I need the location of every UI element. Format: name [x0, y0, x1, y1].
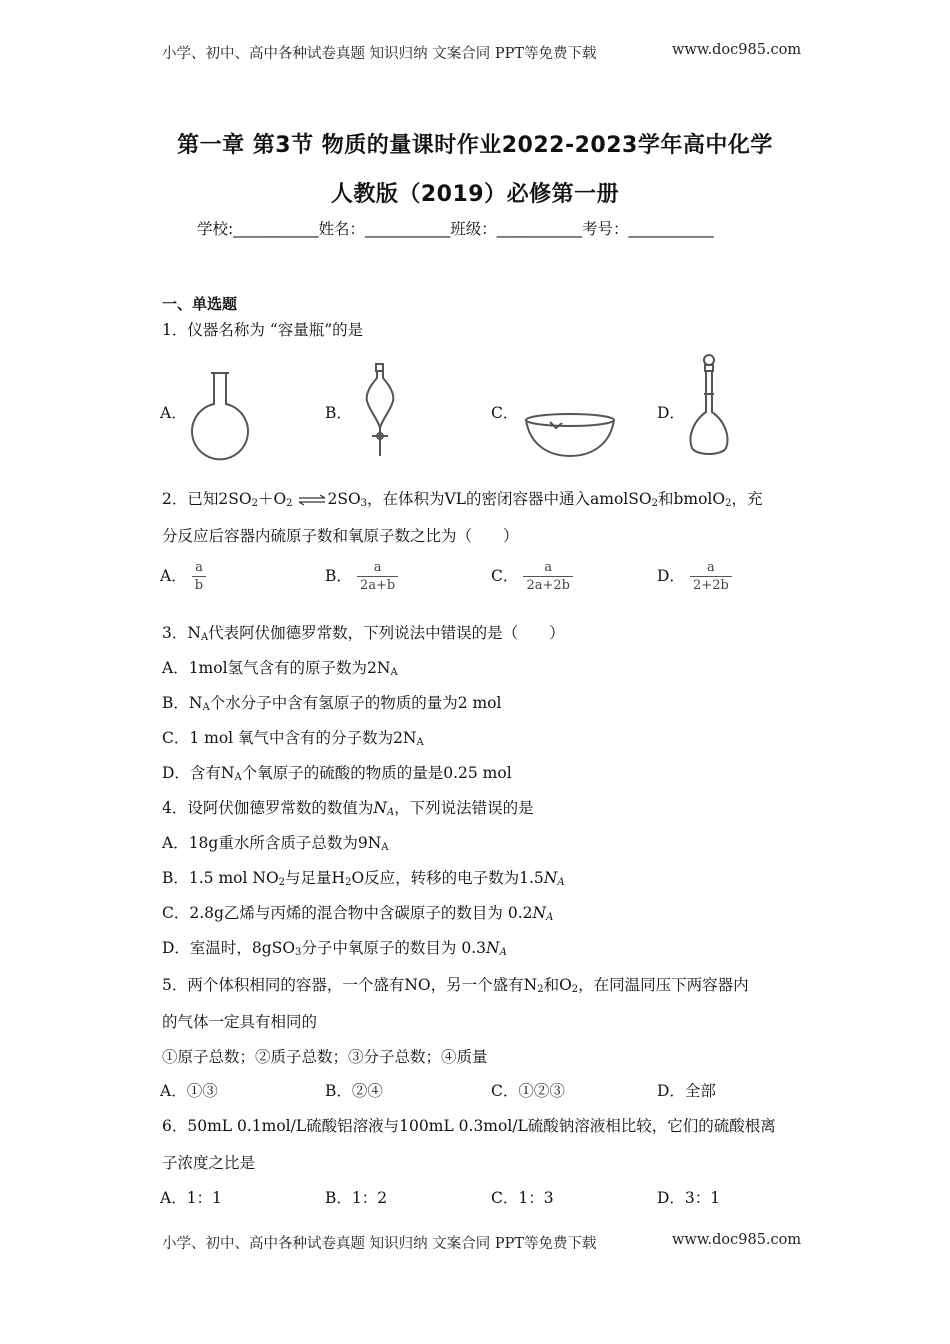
q2-stem-line1: 2．已知$2SO_2+O_2$ $2SO_3$，在体积为VL的密闭容器中通入amolSO$_2$和bmolO$_2$，充	[162, 490, 763, 509]
q2-option-a[interactable]: A． $\frac{a}{b}$	[160, 559, 206, 594]
q5-option-b[interactable]: B．②④	[325, 1082, 383, 1100]
q1-option-a-label: A．	[160, 404, 187, 422]
doc-title-line1: 第一章 第3节 物质的量课时作业2022-2023学年高中化学	[177, 133, 773, 158]
q6-option-b[interactable]: B．1：2	[325, 1189, 388, 1207]
section-heading: 一、单选题	[162, 295, 238, 313]
q5-option-d[interactable]: D．全部	[657, 1082, 716, 1100]
q1-option-c-label: C．	[491, 404, 519, 422]
q3-option-d[interactable]: D．含有$N_A$个氧原子的硫酸的物质的量是0.25 mol	[162, 764, 512, 783]
footer-site-link[interactable]: www.doc985.com	[672, 1232, 802, 1248]
header-site-link[interactable]: www.doc985.com	[672, 42, 802, 58]
header-banner: 小学、初中、高中各种试卷真题 知识归纳 文案合同 PPT等免费下载	[162, 46, 597, 62]
q5-stem-line2: 的气体一定具有相同的	[162, 1013, 318, 1031]
separatory-funnel-icon	[360, 362, 400, 460]
q5-items: ①原子总数；②质子总数；③分子总数；④质量	[162, 1048, 488, 1066]
q3-stem: 3．$N_A$代表阿伏伽德罗常数，下列说法中错误的是（ ）	[162, 624, 565, 643]
q5-stem-line1: 5．两个体积相同的容器，一个盛有NO，另一个盛有$N_2$和$O_2$，在同温同压下两容器内	[162, 976, 749, 995]
q1-stem: 1．仪器名称为 “容量瓶”的是	[162, 321, 364, 339]
q5-option-a[interactable]: A．①③	[160, 1082, 218, 1100]
q2-option-d[interactable]: D． $\frac{a}{2+2b}$	[657, 559, 732, 594]
doc-title-line2: 人教版（2019）必修第一册	[330, 182, 620, 207]
q2-stem-line2: 分反应后容器内硫原子数和氧原子数之比为（ ）	[162, 527, 519, 545]
round-flask-icon	[188, 370, 252, 462]
q4-option-c[interactable]: C．2.8g乙烯与丙烯的混合物中含碳原子的数目为 $0.2N_A$	[162, 904, 554, 923]
q3-option-c[interactable]: C．1 mol 氧气中含有的分子数为$2N_A$	[162, 729, 424, 748]
q6-stem-line1: 6．50mL 0.1mol/L硫酸铝溶液与100mL 0.3mol/L硫酸钠溶液相比较，它们的硫酸根离	[162, 1117, 776, 1135]
q6-option-d[interactable]: D．3：1	[657, 1189, 721, 1207]
q6-option-c[interactable]: C．1：3	[491, 1189, 554, 1207]
q4-option-b[interactable]: B．1.5 mol $NO_2$与足量$H_2O$反应，转移的电子数为$1.5N_A$	[162, 869, 565, 888]
q2-option-c[interactable]: C． $\frac{a}{2a+2b}$	[491, 559, 573, 594]
q4-option-d[interactable]: D．室温时，8gSO$_3$分子中氧原子的数目为 $0.3N_A$	[162, 939, 507, 958]
q1-option-b-label: B．	[325, 404, 352, 422]
q1-option-d-label: D．	[657, 404, 685, 422]
q3-option-b[interactable]: B．$N_A$个水分子中含有氢原子的物质的量为2 mol	[162, 694, 502, 713]
q3-option-a[interactable]: A．1mol氢气含有的原子数为$2N_A$	[162, 659, 398, 678]
q2-option-b[interactable]: B． $\frac{a}{2a+b}$	[325, 559, 398, 594]
q4-stem: 4．设阿伏伽德罗常数的数值为$N_A$，下列说法错误的是	[162, 799, 534, 818]
q4-option-a[interactable]: A．18g重水所含质子总数为$9N_A$	[162, 834, 389, 853]
q6-option-a[interactable]: A．1：1	[160, 1189, 222, 1207]
evaporating-dish-icon	[522, 410, 618, 460]
reversible-arrow-icon	[297, 494, 327, 506]
footer-banner: 小学、初中、高中各种试卷真题 知识归纳 文案合同 PPT等免费下载	[162, 1236, 597, 1252]
volumetric-flask-icon	[686, 352, 732, 462]
q6-stem-line2: 子浓度之比是	[162, 1154, 256, 1172]
q5-option-c[interactable]: C．①②③	[491, 1082, 565, 1100]
student-info-line: 学校:___________姓名：___________班级：___________考号：___________	[197, 220, 714, 238]
